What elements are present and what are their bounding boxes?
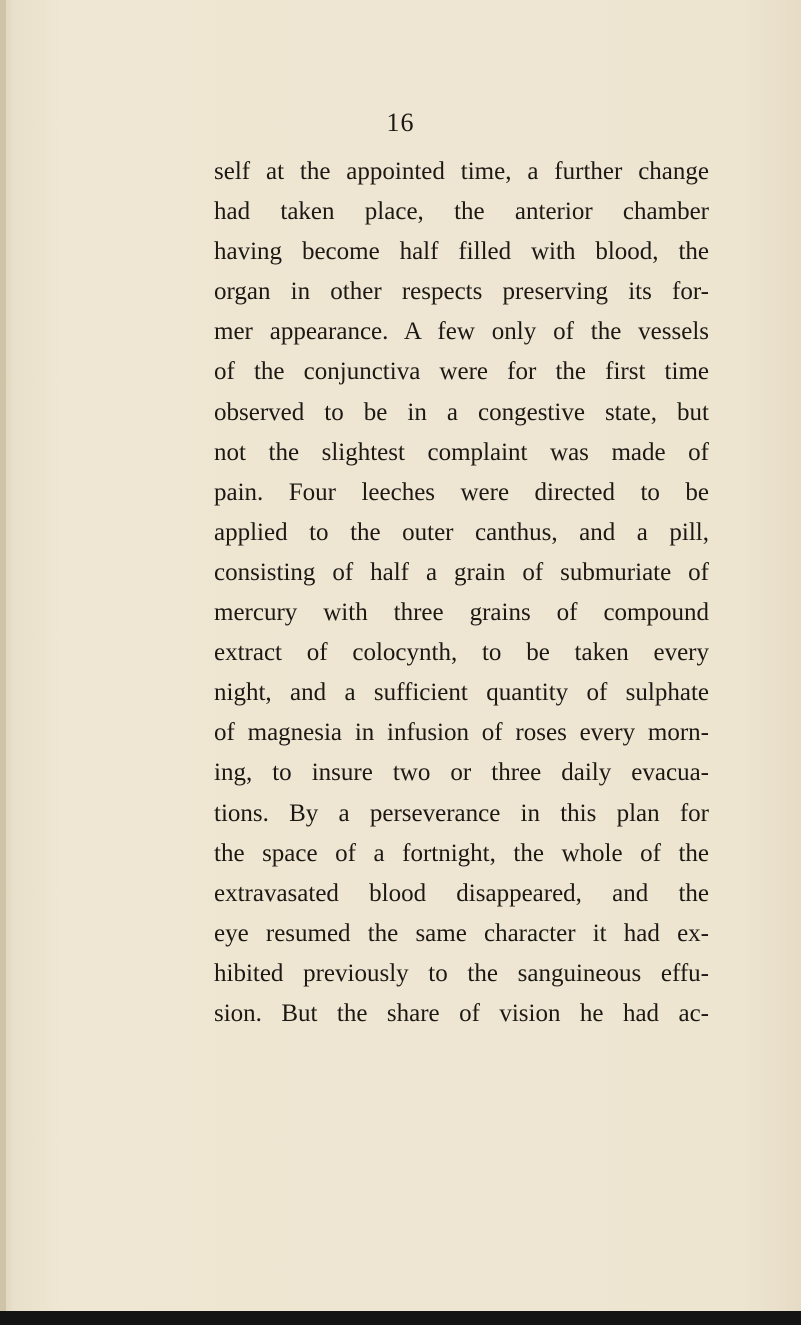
text-line: of magnesia in infusion of roses every morn- (214, 719, 709, 747)
text-line: sion. But the share of vision he had ac- (214, 999, 709, 1027)
page-binding-edge (0, 0, 6, 1325)
text-line: the space of a fortnight, the whole of the (214, 839, 709, 867)
text-line: observed to be in a congestive state, but (214, 398, 709, 426)
text-line: mercury with three grains of compound (214, 599, 709, 627)
text-line: having become half filled with blood, the (214, 238, 709, 266)
text-line: ing, to insure two or three daily evacua- (214, 759, 709, 787)
text-line: extravasated blood disappeared, and the (214, 879, 709, 907)
text-line: consisting of half a grain of submuriate of (214, 558, 709, 586)
text-line: mer appearance. A few only of the vessels (214, 318, 709, 346)
scan-bottom-edge (0, 1311, 801, 1325)
text-line: not the slightest complaint was made of (214, 438, 709, 466)
text-line: night, and a sufficient quantity of sulphate (214, 679, 709, 707)
text-line: tions. By a perseverance in this plan for (214, 799, 709, 827)
text-line: of the conjunctiva were for the first time (214, 358, 709, 386)
text-line: extract of colocynth, to be taken every (214, 639, 709, 667)
text-line: eye resumed the same character it had ex- (214, 919, 709, 947)
text-line: pain. Four leeches were directed to be (214, 478, 709, 506)
text-line: hibited previously to the sanguineous effu- (214, 959, 709, 987)
text-line: organ in other respects preserving its for- (214, 278, 709, 306)
page-number: 16 (386, 108, 415, 137)
body-text (214, 152, 709, 1034)
text-line: applied to the outer canthus, and a pill, (214, 518, 709, 546)
text-line: self at the appointed time, a further change (214, 158, 709, 185)
text-line: had taken place, the anterior chamber (214, 198, 709, 226)
